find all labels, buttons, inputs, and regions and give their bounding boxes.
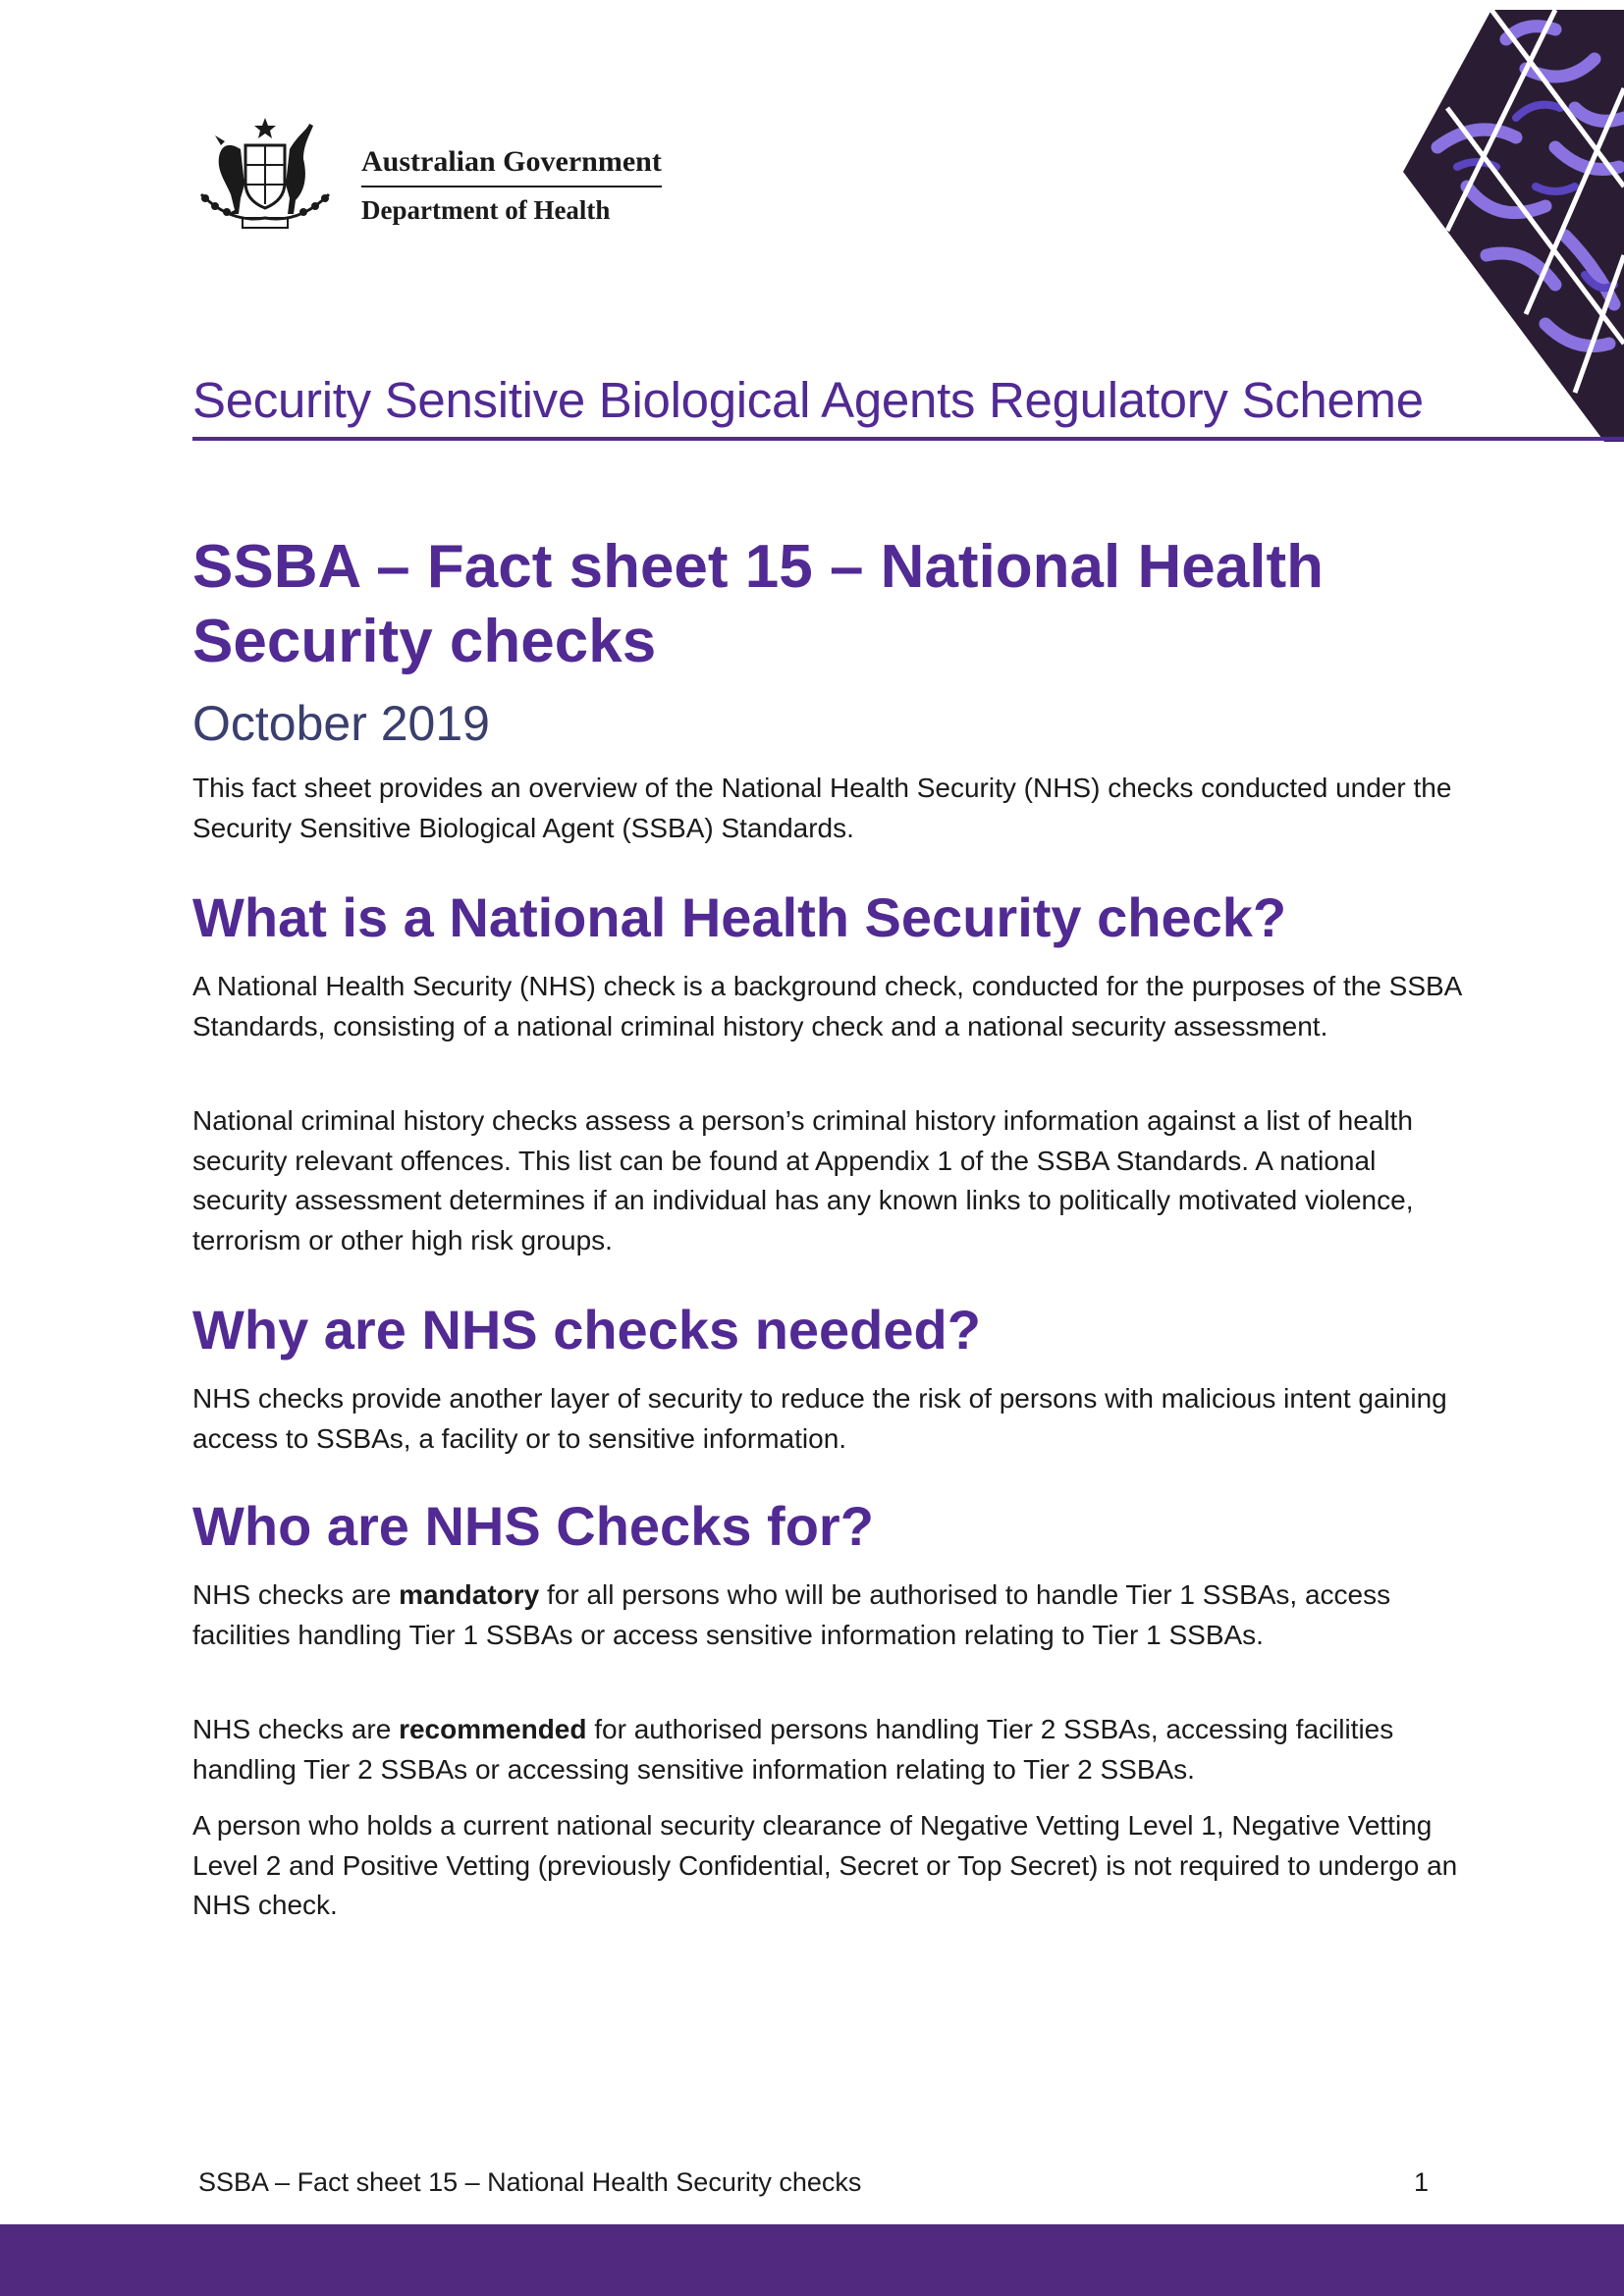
what-is-paragraph-1: A National Health Security (NHS) check is a background check, conducted for the purposes of the SSBA Standards, consisting of a national criminal history check and a national security assessment.	[192, 971, 1461, 1041]
section-heading-who: Who are NHS Checks for?	[192, 1495, 874, 1557]
footer-document-name: SSBA – Fact sheet 15 – National Health Security checks	[198, 2167, 862, 2197]
what-is-paragraph-2: National criminal history checks assess a person’s criminal history information against a list of health security relevant offences. This list can be found at Appendix 1 of the SSBA Standards. A national security assessment determines if an individual has any known links to politically motivated violence, terrorism or other high risk groups.	[192, 1105, 1414, 1255]
section-heading-what-is: What is a National Health Security check?	[192, 886, 1287, 948]
who-paragraph-2	[192, 1710, 1469, 1789]
who-p1-text-before: NHS checks are	[192, 1579, 400, 1610]
intro-paragraph: This fact sheet provides an overview of the National Health Security (NHS) checks conducted under the Security Sensitive Biological Agent (SSBA) Standards.	[192, 773, 1452, 843]
who-p2-text-before: NHS checks are	[192, 1714, 400, 1744]
page-title: SSBA – Fact sheet 15 – National Health Security checks	[192, 533, 1324, 675]
publication-date: October 2019	[192, 696, 490, 751]
why-paragraph: NHS checks provide another layer of security to reduce the risk of persons with malicious intent gaining access to SSBAs, a facility or to sensitive information.	[192, 1383, 1447, 1454]
footer-bar	[0, 2224, 1624, 2296]
government-name: Australian Government	[361, 145, 662, 178]
scheme-title: Security Sensitive Biological Agents Regulatory Scheme	[192, 372, 1424, 428]
mandatory-emphasis: mandatory	[399, 1579, 540, 1610]
who-p2-text-after: for authorised persons handling Tier 2 SSBAs, accessing facilities handling Tier 2 SSBAs or accessing sensitive information relating to Tier 2 SSBAs.	[192, 1714, 1394, 1785]
who-paragraph-1	[192, 1575, 1469, 1655]
department-name: Department of Health	[361, 195, 611, 225]
government-divider	[361, 186, 662, 187]
scheme-divider	[192, 437, 1624, 441]
coat-of-arms-icon	[191, 116, 339, 232]
footer-page-number: 1	[1414, 2167, 1430, 2197]
recommended-emphasis: recommended	[399, 1714, 587, 1744]
section-heading-why: Why are NHS checks needed?	[192, 1299, 981, 1361]
who-paragraph-3: A person who holds a current national security clearance of Negative Vetting Level 1, Negative Vetting Level 2 and Positive Vetting (previously Confidential, Secret or Top Secret) is not required to undergo an NHS check.	[192, 1810, 1458, 1920]
who-p1-text-after: for all persons who will be authorised to handle Tier 1 SSBAs, access facilities handling Tier 1 SSBAs or access sensitive information relating to Tier 1 SSBAs.	[192, 1579, 1391, 1650]
